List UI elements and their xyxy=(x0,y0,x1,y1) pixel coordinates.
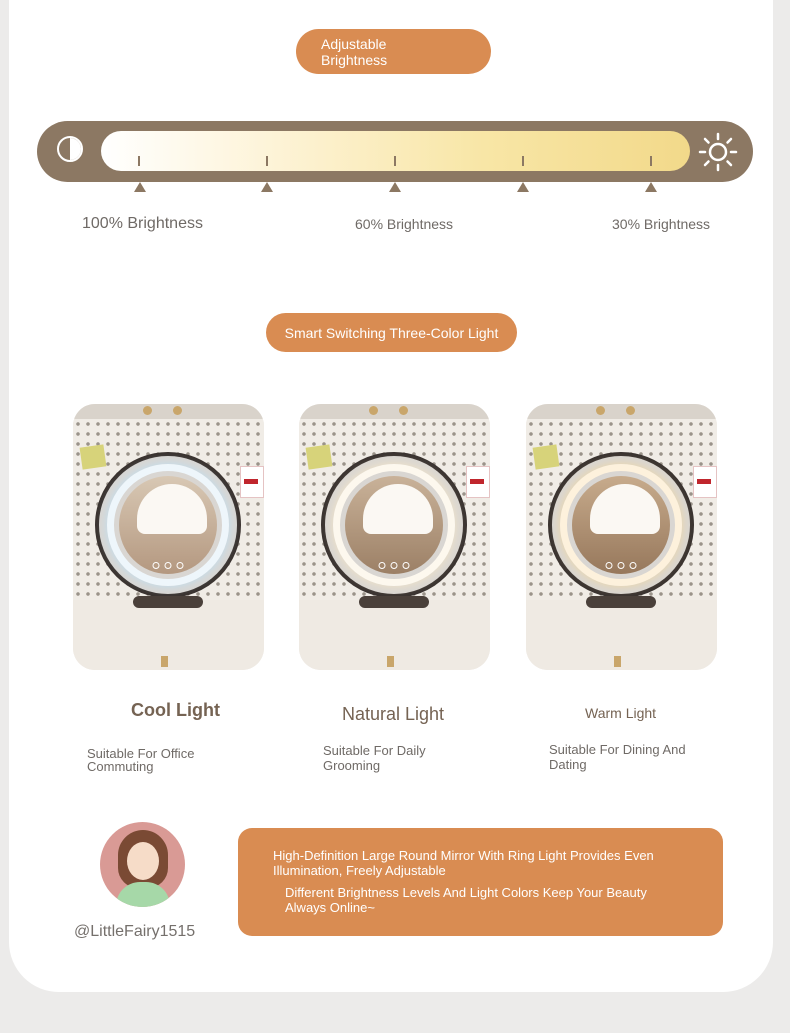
natural-light-description: Suitable For Daily Grooming xyxy=(323,743,426,773)
slider-marker xyxy=(389,182,401,192)
slider-tick xyxy=(138,156,140,166)
review-line-1: High-Definition Large Round Mirror With Ring Light Provides Even Illumination, Freely Adjustable xyxy=(273,848,654,878)
warm-light-title: Warm Light xyxy=(585,705,657,721)
slider-tick xyxy=(650,156,652,166)
three-color-light-badge xyxy=(266,313,517,352)
review-line-2: Different Brightness Levels And Light Colors Keep Your Beauty Always Online~ xyxy=(285,885,647,915)
slider-marker xyxy=(134,182,146,192)
contrast-icon xyxy=(57,136,83,162)
brightness-badge-label: Adjustable Brightness xyxy=(321,35,388,68)
slider-tick xyxy=(394,156,396,166)
brightness-60-label: 60% Brightness xyxy=(355,216,454,232)
cool-light-title: Cool Light xyxy=(131,700,220,720)
slider-tick xyxy=(266,156,268,166)
natural-light-title: Natural Light xyxy=(342,704,445,724)
sun-icon xyxy=(697,131,739,173)
color-badge-label: Smart Switching Three-Color Light xyxy=(284,324,499,341)
cool-light-description: Suitable For Office Commuting xyxy=(87,746,195,774)
slider-marker xyxy=(517,182,529,192)
slider-marker xyxy=(261,182,273,192)
warm-light-description: Suitable For Dining And Dating xyxy=(549,742,686,772)
reviewer-handle: @LittleFairy1515 xyxy=(74,923,196,940)
slider-marker xyxy=(645,182,657,192)
slider-tick xyxy=(522,156,524,166)
adjustable-brightness-badge xyxy=(296,29,491,74)
cool-light-photo xyxy=(73,404,264,670)
brightness-30-label: 30% Brightness xyxy=(612,216,711,232)
review-bubble xyxy=(238,828,723,936)
avatar xyxy=(100,822,185,907)
warm-light-photo xyxy=(526,404,717,670)
brightness-100-label: 100% Brightness xyxy=(82,215,203,232)
natural-light-photo xyxy=(299,404,490,670)
